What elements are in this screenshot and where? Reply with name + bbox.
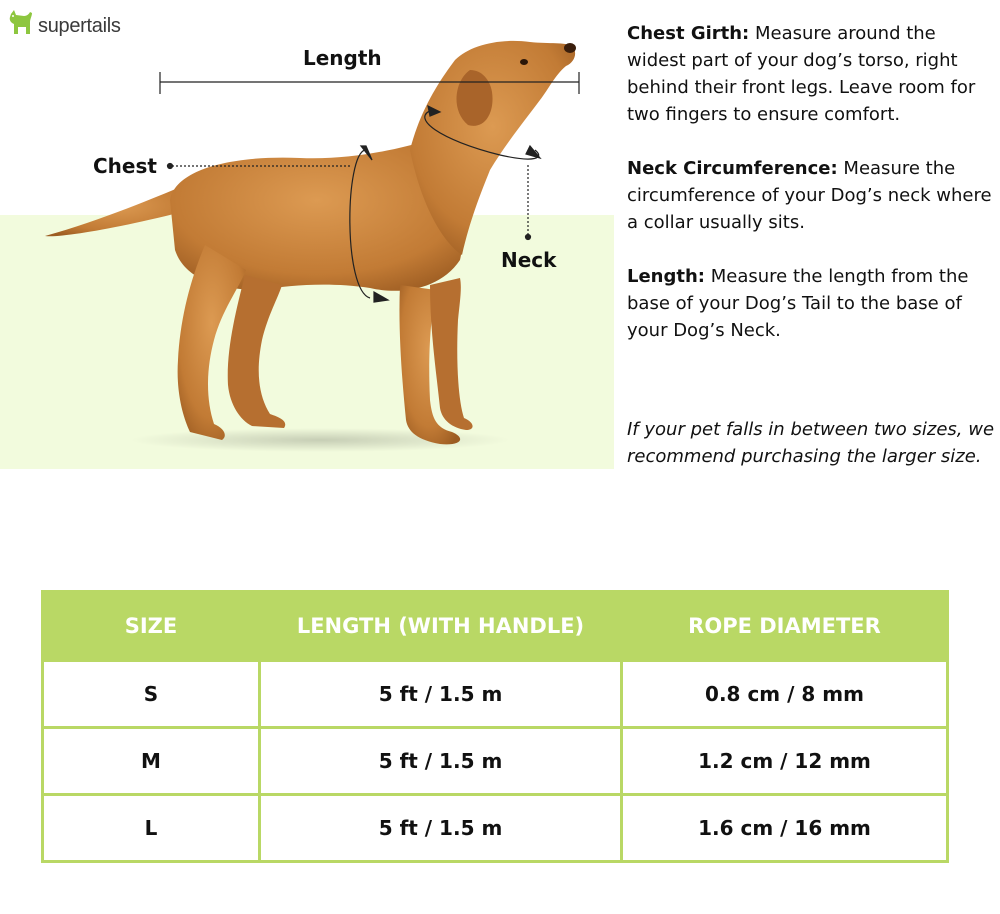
neck-circumference-instruction	[627, 155, 992, 236]
header-size: SIZE	[43, 592, 260, 661]
neck-circumference-text: Measure the circumference of your Dog’s neck where a collar usually sits.	[627, 158, 992, 233]
brand-name: supertails	[38, 15, 121, 37]
table-header-row	[43, 592, 948, 661]
header-rope-diameter: ROPE DIAMETER	[622, 592, 948, 661]
chest-girth-term: Chest Girth:	[627, 23, 750, 44]
cell-size: M	[43, 728, 260, 795]
table-row	[43, 661, 948, 728]
cell-length: 5 ft / 1.5 m	[260, 661, 622, 728]
measurement-instructions	[627, 20, 992, 371]
cell-rope-diameter: 1.6 cm / 16 mm	[622, 795, 948, 862]
size-chart-table	[41, 590, 949, 863]
table-row	[43, 728, 948, 795]
neck-circumference-term: Neck Circumference:	[627, 158, 838, 179]
size-recommendation-note: If your pet falls in between two sizes, we recommend purchasing the larger size.	[627, 419, 995, 467]
cell-size: S	[43, 661, 260, 728]
cell-length: 5 ft / 1.5 m	[260, 795, 622, 862]
table-row	[43, 795, 948, 862]
header-length: LENGTH (WITH HANDLE)	[260, 592, 622, 661]
cell-size: L	[43, 795, 260, 862]
length-instruction	[627, 263, 992, 344]
cell-rope-diameter: 1.2 cm / 12 mm	[622, 728, 948, 795]
chest-girth-text: Measure around the widest part of your dog’s torso, right behind their front legs. Leave room for two fingers to ensure comfort.	[627, 23, 976, 125]
length-text: Measure the length from the base of your Dog’s Tail to the base of your Dog’s Neck.	[627, 266, 969, 341]
chest-girth-instruction	[627, 20, 992, 128]
dog-figure	[45, 41, 576, 444]
length-term: Length:	[627, 266, 705, 287]
cell-length: 5 ft / 1.5 m	[260, 728, 622, 795]
chest-label: Chest	[93, 154, 157, 178]
dog-measurement-illustration	[0, 0, 614, 470]
length-label: Length	[303, 46, 382, 70]
cell-rope-diameter: 0.8 cm / 8 mm	[622, 661, 948, 728]
neck-label: Neck	[501, 248, 557, 272]
